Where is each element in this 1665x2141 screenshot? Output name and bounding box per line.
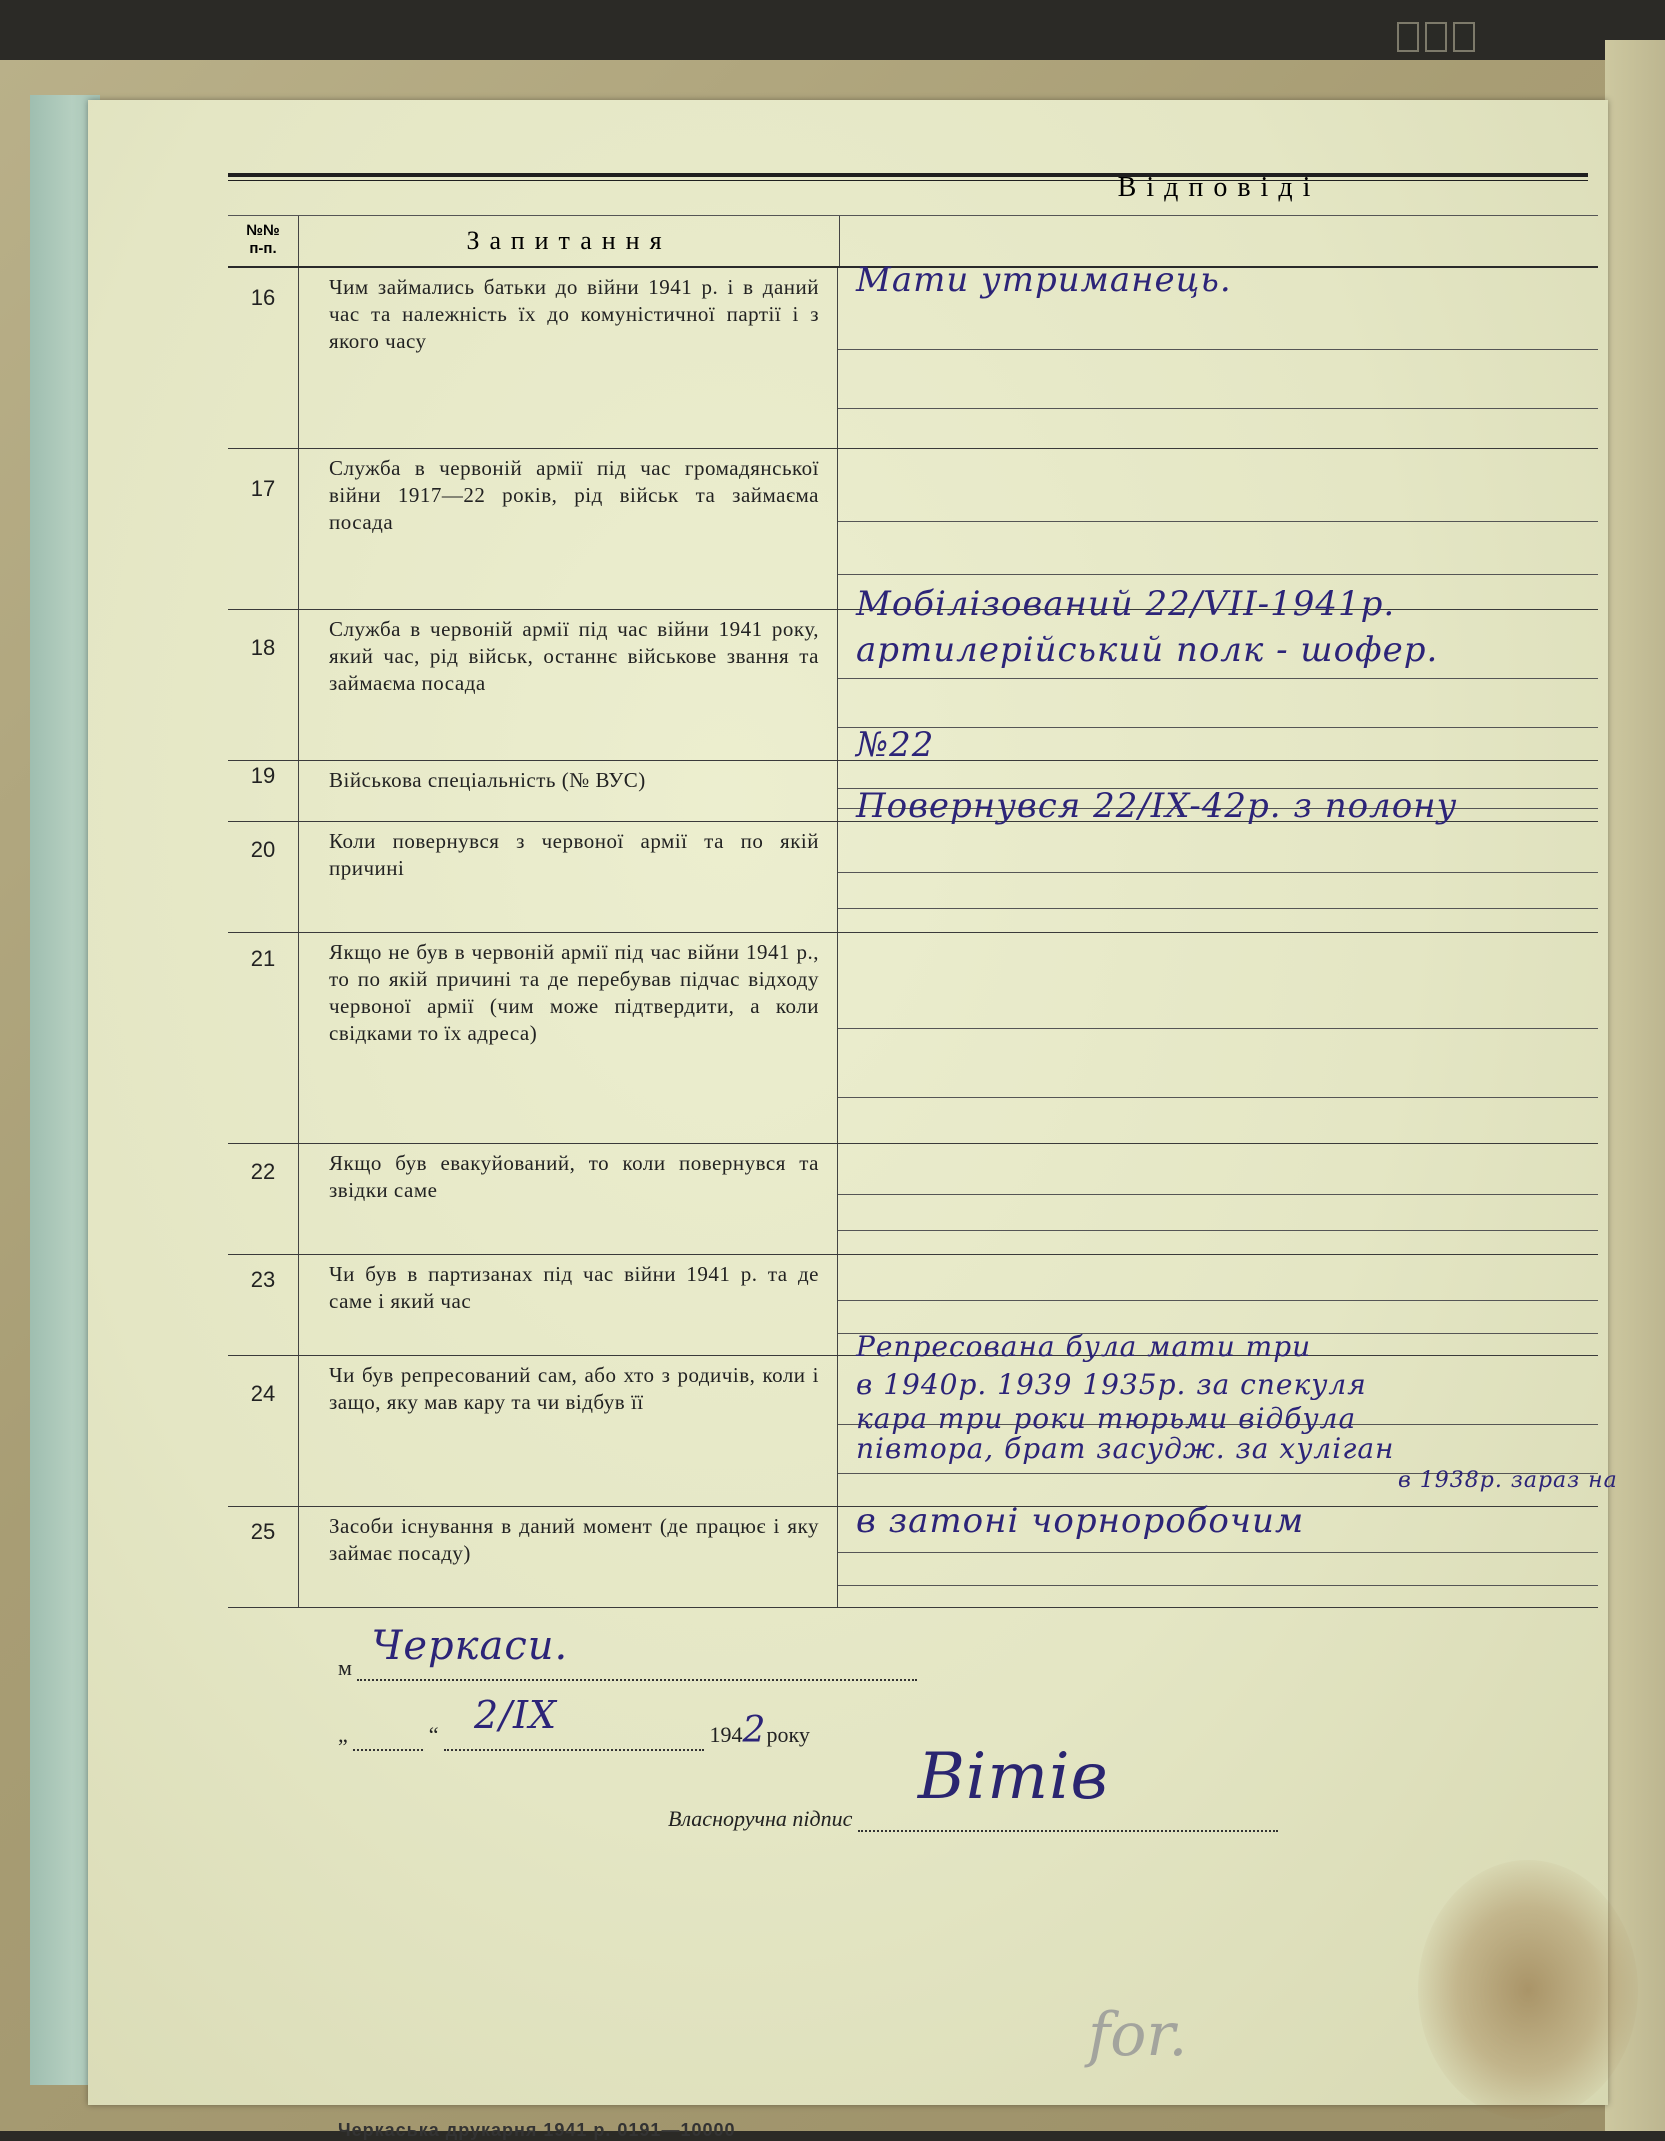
year-handwritten: 2 (742, 1710, 767, 1751)
date-quote-close: “ (428, 1722, 439, 1747)
handwritten-answer: №22 (856, 725, 935, 765)
date-quote-open: „ (338, 1722, 348, 1747)
handwritten-answer: в 1938р. зараз на (1398, 1468, 1618, 1493)
answer-guide-line (838, 1230, 1598, 1231)
date-field (444, 1693, 704, 1751)
answer-guide-line (838, 872, 1598, 873)
handwritten-answer: кара три роки тюрьми відбула (856, 1402, 1357, 1435)
row-number: 16 (250, 285, 276, 310)
row-question: Служба в червоній армії під час війни 1941 року, який час, рід військ, останнє військове звання та займаєма посада (298, 610, 838, 760)
header-questions: Запитання (299, 216, 840, 266)
row-answer (838, 786, 1598, 932)
answer-guide-line (838, 521, 1598, 522)
handwritten-answer: в затоні чорноробочим (856, 1501, 1305, 1541)
row-answer (838, 1501, 1598, 1607)
answer-guide-line (838, 1300, 1598, 1301)
questionnaire-table (228, 172, 1618, 1608)
row-answer (838, 260, 1598, 448)
row-answer (838, 1144, 1598, 1254)
table-row (228, 1144, 1598, 1255)
city-field (357, 1623, 917, 1681)
signature-label: Власноручна підпис (668, 1806, 853, 1831)
row-question: Якщо не був в червоній армії під час війни 1941 р., то по якій причині та де перебував підчас відходу червоної армії (чим може підтвердити, а коли свідками то їх адреса) (298, 933, 838, 1143)
signature-handwritten: Вітів (917, 1740, 1109, 1814)
row-question: Чи був репресований сам, або хто з родичів, коли і защо, яку мав кару та чи відбув її (298, 1356, 838, 1506)
row-question: Засоби існування в даний момент (де працює і яку займає посаду) (298, 1507, 838, 1607)
row-number: 18 (250, 635, 276, 660)
folder-tab (1453, 22, 1475, 52)
row-answer (838, 1330, 1618, 1506)
printer-imprint: Черкаська друкарня 1941 р. 0191—10000 (338, 2120, 736, 2140)
row-question: Військова спеціальність (№ ВУС) (298, 761, 838, 821)
row-number: 25 (250, 1519, 276, 1544)
answer-guide-line (838, 908, 1598, 909)
answer-guide-line (838, 678, 1598, 679)
answer-guide-line (838, 727, 1598, 728)
table-row (228, 786, 1598, 933)
handwritten-answer: артилерійський полк - шофер. (856, 630, 1439, 670)
row-number: 17 (250, 476, 276, 501)
table-row (228, 1501, 1598, 1608)
answer-guide-line (838, 349, 1598, 350)
row-answer (838, 933, 1598, 1143)
answer-guide-line (838, 1585, 1598, 1586)
row-question: Якщо був евакуйований, то коли повернувся та звідки саме (298, 1144, 838, 1254)
answer-guide-line (838, 1552, 1598, 1553)
document-page (88, 100, 1618, 2140)
answer-guide-line (838, 1097, 1598, 1098)
row-question: Служба в червоній армії під час громадянської війни 1917—22 років, рід військ та займаєма посада (298, 449, 838, 609)
answer-guide-line (838, 1028, 1598, 1029)
answer-guide-line (838, 1194, 1598, 1195)
handwritten-answer: в 1940р. 1939 1935р. за спекуля (856, 1368, 1367, 1401)
faint-pencil-note: for. (1088, 2000, 1188, 2070)
signature-field (858, 1740, 1278, 1832)
header-number: №№ п-п. (228, 216, 299, 266)
year-suffix: року (766, 1722, 810, 1747)
table-row (228, 933, 1598, 1144)
handwritten-answer: півтора, брат засудж. за хуліган (856, 1432, 1395, 1465)
row-answer (838, 584, 1598, 760)
date-handwritten: 2/IX (474, 1693, 558, 1737)
table-body (228, 260, 1618, 1608)
handwritten-answer: Повернувся 22/IX-42р. з полону (856, 786, 1458, 826)
row-number: 20 (250, 837, 276, 862)
row-question: Чим займались батьки до війни 1941 р. і в даний час та належність їх до комуністичної партії і з якого часу (298, 268, 838, 448)
table-row (228, 1330, 1618, 1507)
folder-tabs (1391, 22, 1475, 57)
handwritten-answer: Репресована була мати три (856, 1330, 1312, 1363)
row-number: 21 (250, 946, 276, 971)
folder-tab (1425, 22, 1447, 52)
folder-tab (1397, 22, 1419, 52)
row-number: 19 (250, 763, 276, 788)
row-question: Чи був в партизанах під час війни 1941 р. та де саме і який час (298, 1255, 838, 1355)
signature-line (668, 1740, 1468, 1832)
answer-guide-line (838, 408, 1598, 409)
year-prefix: 194 (709, 1722, 743, 1747)
row-number: 22 (250, 1159, 276, 1184)
handwritten-answer: Мобілізований 22/VII-1941р. (856, 584, 1396, 624)
header-answers-label: Відповіді (1117, 172, 1321, 203)
row-number: 24 (250, 1381, 276, 1406)
row-number: 23 (250, 1267, 276, 1292)
city-prefix: м (338, 1655, 352, 1680)
water-stain (1418, 1860, 1638, 2120)
city-handwritten: Черкаси. (371, 1623, 569, 1669)
table-row (228, 260, 1598, 449)
adjacent-sheet (1605, 40, 1665, 2131)
city-line (338, 1623, 1538, 1681)
header-answers (840, 172, 1598, 266)
answer-guide-line (838, 574, 1598, 575)
handwritten-answer: Мати утриманець. (856, 260, 1232, 300)
day-field (353, 1749, 423, 1751)
row-question: Коли повернувся з червоної армії та по якій причині (298, 822, 838, 932)
